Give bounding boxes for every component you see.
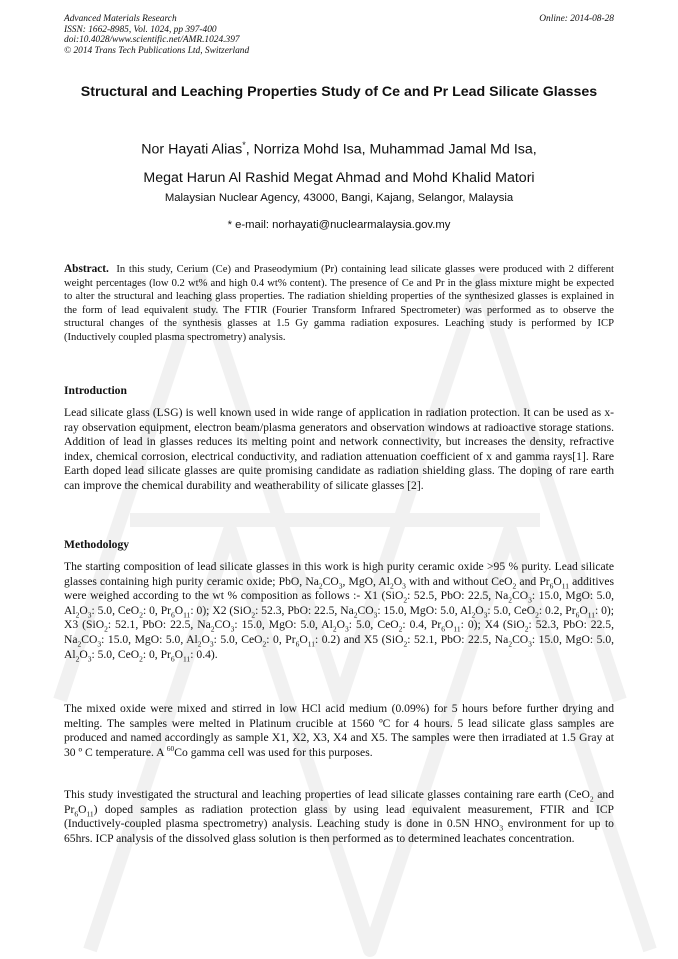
introduction-body	[64, 406, 614, 494]
subscript: 2	[471, 610, 476, 620]
composition-text: O	[174, 603, 184, 617]
composition-text: , MgO, Al	[342, 574, 391, 588]
corresponding-mark: *	[242, 140, 246, 150]
composition-text: : 0); X2 (SiO	[190, 603, 252, 617]
doi-line: doi:10.4028/www.scientific.net/AMR.1024.397	[64, 35, 240, 46]
composition-text: O	[201, 632, 210, 646]
composition-text: O	[174, 647, 184, 661]
composition-text: : 0, Pr	[142, 647, 171, 661]
subscript: 11	[307, 639, 315, 649]
composition-text: : 15.0, MgO: 5.0, Al	[64, 589, 615, 617]
methodology-paragraph-1	[64, 560, 614, 662]
composition-text: : 15.0, MgO: 5.0, Al	[234, 618, 333, 632]
composition-text: CO	[512, 632, 529, 646]
composition-text: : 52.1, PbO: 22.5, Na	[107, 618, 211, 632]
composition-text: : 0, Pr	[266, 632, 296, 646]
composition-text: : 0); X4 (SiO	[460, 618, 525, 632]
affiliation: Malaysian Nuclear Agency, 43000, Bangi, Kajang, Selangor, Malaysia	[164, 192, 514, 204]
composition-text: : 52.1, PbO: 22.5, Na	[407, 632, 509, 646]
subscript: 3	[230, 624, 235, 634]
subscript: 6	[170, 653, 175, 663]
abstract	[64, 263, 614, 345]
subscript: 2	[403, 595, 408, 605]
subscript: 11	[183, 610, 191, 620]
subscript: 2	[75, 653, 80, 663]
composition-text: : 15.0, MgO: 5.0, Al	[64, 632, 615, 661]
subscript: 3	[402, 580, 406, 590]
subscript: 2	[210, 624, 215, 634]
subscript: 3	[373, 610, 378, 620]
study-text: This study investigated the structural and leaching properties of lead silicate glasses containing rare earth (CeO	[64, 788, 590, 801]
composition-text: : 0.4).	[190, 647, 218, 661]
subscript: 6	[171, 610, 175, 620]
subscript: 2	[139, 653, 143, 663]
composition-text: : 0, Pr	[142, 603, 172, 617]
study-text: O	[78, 802, 87, 816]
composition-text: O	[336, 618, 345, 632]
subscript: 6	[549, 580, 554, 590]
subscript: 3	[528, 595, 532, 605]
melting-text-end: Co gamma cell was used for this purposes.	[174, 745, 373, 759]
composition-text: CO	[214, 618, 231, 632]
subscript: 2	[508, 595, 513, 605]
composition-text: : 0.2) and X5 (SiO	[314, 632, 404, 646]
methodology-paragraph-3	[64, 788, 614, 846]
contact-email: * e-mail: norhayati@nuclearmalaysia.gov.my	[227, 219, 451, 231]
subscript: 11	[453, 624, 461, 634]
subscript: 2	[512, 580, 517, 590]
subscript: 2	[398, 624, 403, 634]
subscript: 6	[575, 610, 580, 620]
abstract-label: Abstract.	[64, 263, 109, 275]
composition-text: and Pr	[516, 574, 550, 588]
composition-text: : 15.0, MgO: 5.0, Al	[377, 603, 472, 617]
subscript: 2	[77, 639, 82, 649]
composition-text: O	[79, 647, 88, 661]
subscript: 2	[403, 639, 408, 649]
methodology-paragraph-2	[64, 702, 614, 760]
subscript: 2	[524, 624, 529, 634]
composition-text: O	[299, 632, 308, 646]
melting-text: The mixed oxide were mixed and stirred in low HCl acid medium (0.09%) for 5 hours before further drying and melting. The samples were melted in Platinum crucible at 1560 ºC for 4 hours. 5 lead silicate glass samples are produced and named accordingly as sample X1, X2, X3, X4 and X5. The samples were then irradiated at 1.5 Gray at 30 º C temperature. A	[64, 702, 614, 759]
author-first: Nor Hayati Alias	[141, 141, 243, 158]
authors-line-2: Megat Harun Al Rashid Megat Ahmad and Mohd Khalid Matori	[143, 169, 535, 186]
introduction-paragraph: Lead silicate glass (LSG) is well known used in wide range of application in radiation protection. It can be used as x-ray observation equipment, electron beam/plasma generators and observation windows at radioactive storage stations. Addition of lead in glasses reduces its melting point and network connectivity, but increases the density, refractive index, chemical corrosion, electrical conductivity, and radiation attenuation coefficient of x and gamma rays[1]. Rare Earth doped lead silicate glasses are quite promising candidate as radiation shielding glass. The doping of rare earth can improve the chemical durability and weatherability of silicate glasses [2].	[64, 406, 614, 492]
subscript: 2	[535, 610, 539, 620]
abstract-text: In this study, Cerium (Ce) and Praseodymium (Pr) containing lead silicate glasses were produced with 2 different weight percentages (low 0.2 wt% and high 0.4 wt% content). The presence of Ce and Pr in the glass mixture might be expected to alter the structural and leaching glass properties. The radiation shielding properties of the synthesized glasses is explained in the form of lead equivalent study. The FTIR (Fourier Transform Infrared Spectrometer) was performed as to observe the structural changes of the synthesis glasses at 1.5 Gy gamma radiation exposures. Leaching study is performed by ICP (Inductively coupled plasma spectrometry) analysis.	[64, 264, 614, 343]
composition-text: O	[79, 603, 88, 617]
composition-text: CO	[512, 589, 529, 603]
subscript: 2	[589, 794, 594, 804]
composition-text: The starting composition of lead silicate glasses in this work is high purity ceramic oxide >95 % purity. Lead silicate glasses containing high purity ceramic oxide; PbO, Na	[64, 560, 614, 588]
subscript: 6	[295, 639, 300, 649]
subscript: 6	[74, 808, 79, 818]
composition-text: : 52.3, PbO: 22.5, Na	[255, 603, 354, 617]
composition-text: : 0.2, Pr	[538, 603, 576, 617]
subscript: 3	[87, 610, 92, 620]
composition-text: CO	[322, 574, 339, 588]
paper-title: Structural and Leaching Properties Study of Ce and Pr Lead Silicate Glasses	[80, 84, 598, 100]
subscript: 3	[483, 610, 488, 620]
journal-name: Advanced Materials Research	[64, 14, 177, 24]
subscript: 2	[318, 580, 323, 590]
subscript: 2	[75, 610, 80, 620]
composition-text: additives were weighed according to the wt % composition as follows :- X1 (SiO	[64, 574, 615, 603]
subscript: 2	[197, 639, 202, 649]
subscript: 2	[390, 580, 394, 590]
subscript: 2	[332, 624, 337, 634]
isotope-mass: 60	[166, 743, 175, 753]
subscript: 2	[508, 639, 513, 649]
authors-rest: , Norriza Mohd Isa, Muhammad Jamal Md Isa,	[245, 141, 537, 158]
subscript: 6	[441, 624, 446, 634]
author-list	[40, 131, 638, 192]
subscript: 3	[338, 580, 343, 590]
composition-text: O	[393, 574, 403, 588]
subscript: 2	[353, 610, 358, 620]
composition-text: : 52.5, PbO: 22.5, Na	[407, 589, 509, 603]
subscript: 3	[499, 823, 504, 833]
copyright-line: © 2014 Trans Tech Publications Ltd, Switzerland	[64, 45, 250, 56]
online-date: Online: 2014-08-28	[539, 14, 614, 24]
composition-text: CO	[81, 632, 98, 646]
composition-text: : 0); X3 (SiO	[64, 603, 615, 632]
subscript: 2	[262, 639, 267, 649]
subscript: 3	[87, 653, 92, 663]
composition-text: with and without CeO	[405, 574, 513, 588]
study-text: ) doped samples as radiation protection glass by using lead equivalent measurement, FTIR and ICP (Inductively-coupled plasma spectrometry) analysis. Leaching study is done in 0.5N HNO	[64, 802, 614, 831]
composition-text: : 15.0, MgO: 5.0, Al	[101, 632, 198, 646]
composition-text: : 52.3, PbO: 22.5, Na	[64, 618, 614, 646]
subscript: 3	[344, 624, 349, 634]
composition-text: : 5.0, CeO	[348, 618, 399, 632]
composition-text: O	[579, 603, 588, 617]
subscript: 11	[561, 580, 569, 590]
introduction-heading: Introduction	[64, 384, 127, 397]
composition-text: : 5.0, CeO	[213, 632, 263, 646]
study-text: environment for up to 65hrs. ICP analysis of the dissolved glass solution is then performed as to determined leachates concentration.	[64, 817, 614, 845]
subscript: 3	[209, 639, 214, 649]
composition-paragraph	[64, 560, 614, 662]
subscript: 2	[104, 624, 108, 634]
subscript: 11	[587, 610, 595, 620]
issn-line: ISSN: 1662-8985, Vol. 1024, pp 397-400	[64, 24, 217, 35]
composition-text: : 5.0, CeO	[91, 647, 140, 661]
subscript: 3	[528, 639, 532, 649]
composition-text: CO	[357, 603, 374, 617]
subscript: 11	[86, 808, 94, 818]
study-text: and Pr	[64, 788, 614, 816]
subscript: 2	[139, 610, 143, 620]
subscript: 3	[97, 639, 102, 649]
composition-text: O	[445, 618, 454, 632]
composition-text: O	[553, 574, 562, 588]
methodology-heading: Methodology	[64, 538, 130, 551]
composition-text: O	[475, 603, 484, 617]
subscript: 2	[251, 610, 256, 620]
subscript: 11	[183, 653, 191, 663]
composition-text: : 0.4, Pr	[402, 618, 442, 632]
composition-text: : 5.0, CeO	[91, 603, 140, 617]
composition-text: : 5.0, CeO	[487, 603, 536, 617]
journal-header	[64, 14, 614, 56]
